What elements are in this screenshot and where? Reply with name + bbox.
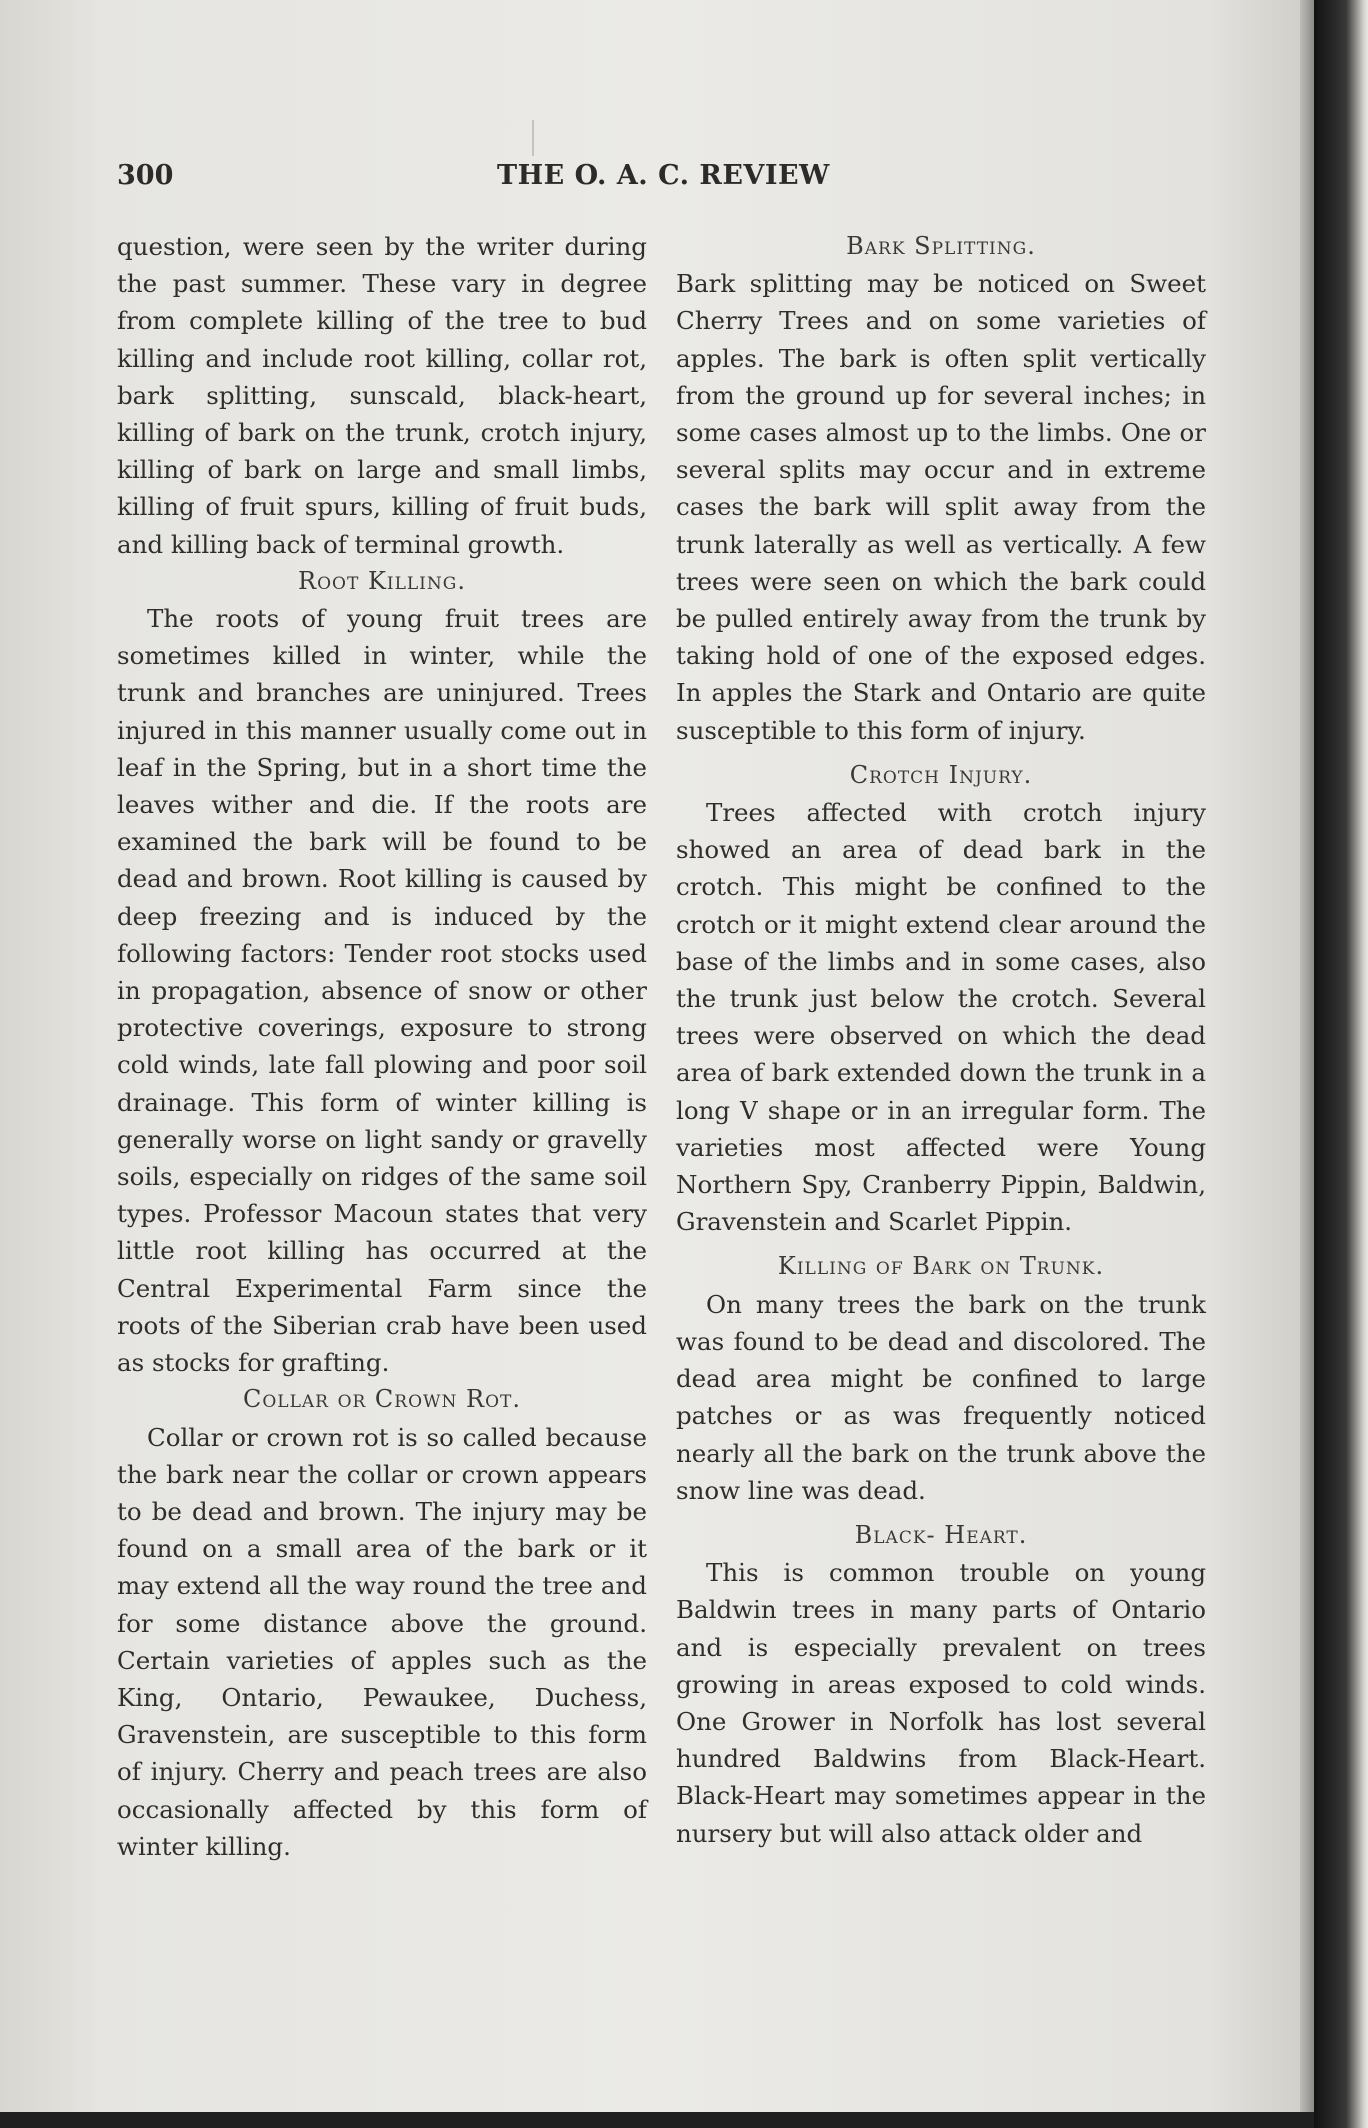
- bark-splitting-paragraph: Bark splitting may be noticed on Sweet Cherry Trees and on some varieties of apples. The bark is often split vertically from the ground up for several inches; in some cases almost up to the limbs. One or several splits may occur and in extreme cases the bark will split away from the trunk laterally as well as vertically. A few trees were seen on which the bark could be pulled entirely away from the trunk by taking hold of one of the exposed edges. In apples the Stark and Ontario are quite susceptible to this form of injury.: [676, 269, 1206, 745]
- running-header: [117, 160, 1207, 200]
- book-spine: [1314, 0, 1368, 2128]
- section-heading-black-heart: Black- Heart.: [854, 1520, 1028, 1549]
- scan-speck: [532, 120, 534, 156]
- section-heading-root-killing: Root Killing.: [298, 566, 466, 595]
- crotch-injury-paragraph: Trees affected with crotch injury showed an area of dead bark in the crotch. This might be confined to the crotch or it might extend clear around the base of the limbs and in some cases, also the trunk just below the crotch. Several trees were observed on which the dead area of bark extended down the trunk in a long V shape or in an irregular form. The varieties most affected were Young Northern Spy, Cranberry Pippin, Baldwin, Gravenstein and Scarlet Pippin.: [676, 798, 1206, 1237]
- killing-of-bark-paragraph: On many trees the bark on the trunk was found to be dead and discolored. The dead area might be confined to large patches or as was frequently noticed nearly all the bark on the trunk above the snow line was dead.: [676, 1289, 1206, 1505]
- section-heading-killing-of-bark-on-trunk: Killing of Bark on Trunk.: [777, 1252, 1105, 1281]
- running-title: THE O. A. C. REVIEW: [497, 160, 830, 191]
- page-number: 300: [117, 160, 174, 191]
- left-column: [117, 228, 647, 1865]
- right-column: [676, 228, 1206, 1852]
- section-heading-bark-splitting: Bark Splitting.: [846, 232, 1036, 260]
- section-heading-crotch-injury: Crotch Injury.: [849, 760, 1033, 789]
- page-edge: [1300, 0, 1314, 2112]
- collar-rot-paragraph: Collar or crown rot is so called because the bark near the collar or crown appears to be dead and brown. The injury may be found on a small area of the bark or it may extend all the way round the tree and for some distance above the ground. Certain varieties of apples such as the King, Ontario, Pewaukee, Duchess, Gravenstein, are susceptible to this form of injury. Cherry and peach trees are also occasionally affected by this form of winter killing.: [117, 1422, 647, 1861]
- root-killing-paragraph: The roots of young fruit trees are sometimes killed in winter, while the trunk and branches are uninjured. Trees injured in this manner usually come out in leaf in the Spring, but in a short time the leaves wither and die. If the roots are examined the bark will be found to be dead and brown. Root killing is caused by deep freezing and is induced by the following factors: Tender root stocks used in propagation, absence of snow or other protective coverings, exposure to strong cold winds, late fall plowing and poor soil drainage. This form of winter killing is generally worse on light sandy or gravelly soils, especially on ridges of the same soil types. Professor Macoun states that very little root killing has occurred at the Central Experimental Farm since the roots of the Siberian crab have been used as stocks for grafting.: [117, 604, 647, 1378]
- intro-paragraph: question, were seen by the writer during the past summer. These vary in degree from complete killing of the tree to bud killing and include root killing, collar rot, bark splitting, sunscald, black-heart, killing of bark on the trunk, crotch injury, killing of bark on large and small limbs, killing of fruit spurs, killing of fruit buds, and killing back of terminal growth.: [117, 232, 647, 559]
- section-heading-collar-rot: Collar or Crown Rot.: [242, 1385, 521, 1414]
- black-heart-paragraph: This is common trouble on young Baldwin trees in many parts of Ontario and is especially prevalent on trees growing in areas exposed to cold winds. One Grower in Norfolk has lost several hundred Baldwins from Black-Heart. Black-Heart may sometimes appear in the nursery but will also attack older and: [676, 1558, 1206, 1848]
